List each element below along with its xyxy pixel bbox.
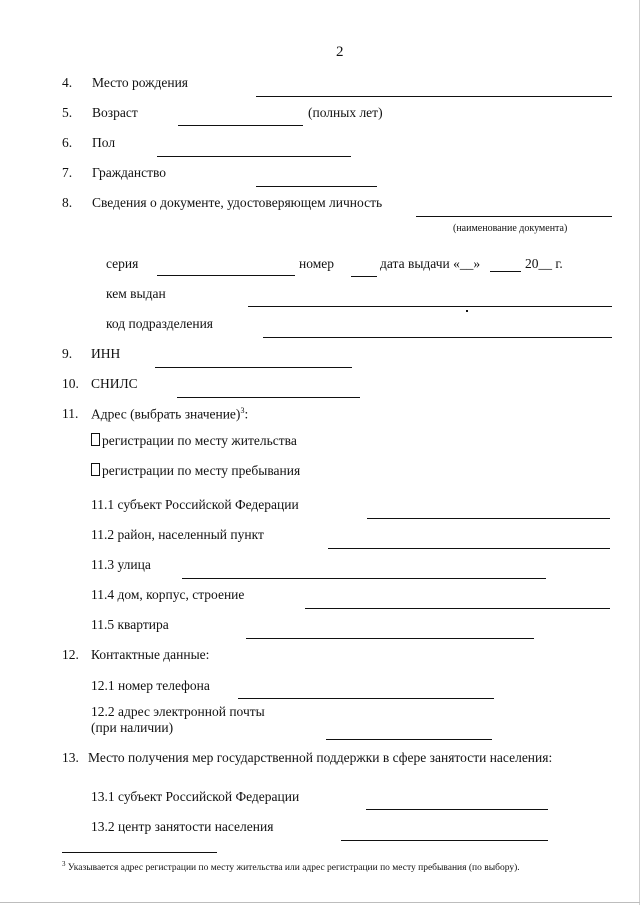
address-label-text: Адрес (выбрать значение)	[91, 406, 241, 422]
issue-date-label: дата выдачи «__»	[380, 256, 481, 271]
field-8-number: 8.	[62, 195, 73, 210]
footnote-mark: 3	[62, 860, 66, 868]
field-11-label	[91, 407, 248, 421]
footnote-text: Указывается адрес регистрации по месту жительства или адрес регистрации по месту пребывания (по выбору).	[65, 863, 520, 874]
phone-label: 12.1 номер телефона	[91, 678, 210, 693]
number-input-line[interactable]	[351, 276, 377, 277]
footnote	[62, 861, 520, 874]
support-region-label: 13.1 субъект Российской Федерации	[91, 789, 300, 804]
snils-input-line[interactable]	[177, 397, 360, 398]
page-edge-bottom	[0, 902, 640, 903]
residence-option-label: регистрации по месту жительства	[102, 433, 297, 448]
issue-year-label: 20__ г.	[525, 256, 563, 271]
address-label-colon: :	[244, 406, 249, 422]
gender-input-line[interactable]	[157, 156, 351, 157]
field-6-number: 6.	[62, 135, 73, 150]
series-input-line[interactable]	[157, 275, 295, 276]
address-locality-input-line[interactable]	[328, 548, 610, 549]
inn-input-line[interactable]	[155, 367, 352, 368]
age-input-line[interactable]	[178, 125, 303, 126]
stay-checkbox[interactable]	[91, 463, 100, 476]
address-street-label: 11.3 улица	[91, 557, 151, 572]
field-12-label: Контактные данные:	[91, 647, 210, 662]
support-region-input-line[interactable]	[366, 809, 548, 810]
speck	[466, 310, 468, 312]
field-10-number: 10.	[62, 376, 79, 391]
number-label: номер	[299, 256, 335, 271]
footnote-ref: 3	[240, 406, 245, 415]
address-locality-label: 11.2 район, населенный пункт	[91, 527, 264, 542]
age-suffix: (полных лет)	[308, 105, 383, 120]
division-code-label: код подразделения	[106, 316, 214, 331]
birthplace-input-line[interactable]	[256, 96, 612, 97]
address-region-label: 11.1 субъект Российской Федерации	[91, 497, 299, 512]
address-street-input-line[interactable]	[182, 578, 546, 579]
email-label-line2: (при наличии)	[91, 720, 174, 735]
issued-by-input-line[interactable]	[248, 306, 612, 307]
residence-checkbox[interactable]	[91, 433, 100, 446]
division-code-input-line[interactable]	[263, 337, 612, 338]
field-5-number: 5.	[62, 105, 73, 120]
phone-input-line[interactable]	[238, 698, 494, 699]
field-7-label: Гражданство	[92, 165, 167, 180]
email-input-line[interactable]	[326, 739, 492, 740]
field-4-label: Место рождения	[92, 75, 189, 90]
field-11-number: 11.	[62, 406, 79, 421]
document-name-caption: (наименование документа)	[453, 223, 568, 234]
field-8-label: Сведения о документе, удостоверяющем личность	[92, 195, 383, 210]
field-9-label: ИНН	[91, 346, 121, 361]
field-9-number: 9.	[62, 346, 73, 361]
field-4-number: 4.	[62, 75, 73, 90]
address-apartment-input-line[interactable]	[246, 638, 534, 639]
footnote-separator	[62, 852, 217, 853]
address-apartment-label: 11.5 квартира	[91, 617, 169, 632]
email-label-line1: 12.2 адрес электронной почты	[91, 704, 265, 719]
employment-center-label: 13.2 центр занятости населения	[91, 819, 274, 834]
document-name-input-line[interactable]	[416, 216, 612, 217]
address-house-label: 11.4 дом, корпус, строение	[91, 587, 245, 602]
citizenship-input-line[interactable]	[256, 186, 377, 187]
series-label: серия	[106, 256, 139, 271]
address-region-input-line[interactable]	[367, 518, 610, 519]
field-5-label: Возраст	[92, 105, 138, 120]
field-7-number: 7.	[62, 165, 73, 180]
issued-by-label: кем выдан	[106, 286, 166, 301]
field-10-label: СНИЛС	[91, 376, 138, 391]
field-12-number: 12.	[62, 647, 79, 662]
stay-option-label: регистрации по месту пребывания	[102, 463, 301, 478]
employment-center-input-line[interactable]	[341, 840, 548, 841]
page-number: 2	[336, 44, 344, 60]
field-13-label: Место получения мер государственной поддержки в сфере занятости населения:	[88, 750, 553, 765]
field-13-number: 13.	[62, 750, 79, 765]
issue-month-input-line[interactable]	[490, 271, 521, 272]
field-6-label: Пол	[92, 135, 116, 150]
address-house-input-line[interactable]	[305, 608, 610, 609]
